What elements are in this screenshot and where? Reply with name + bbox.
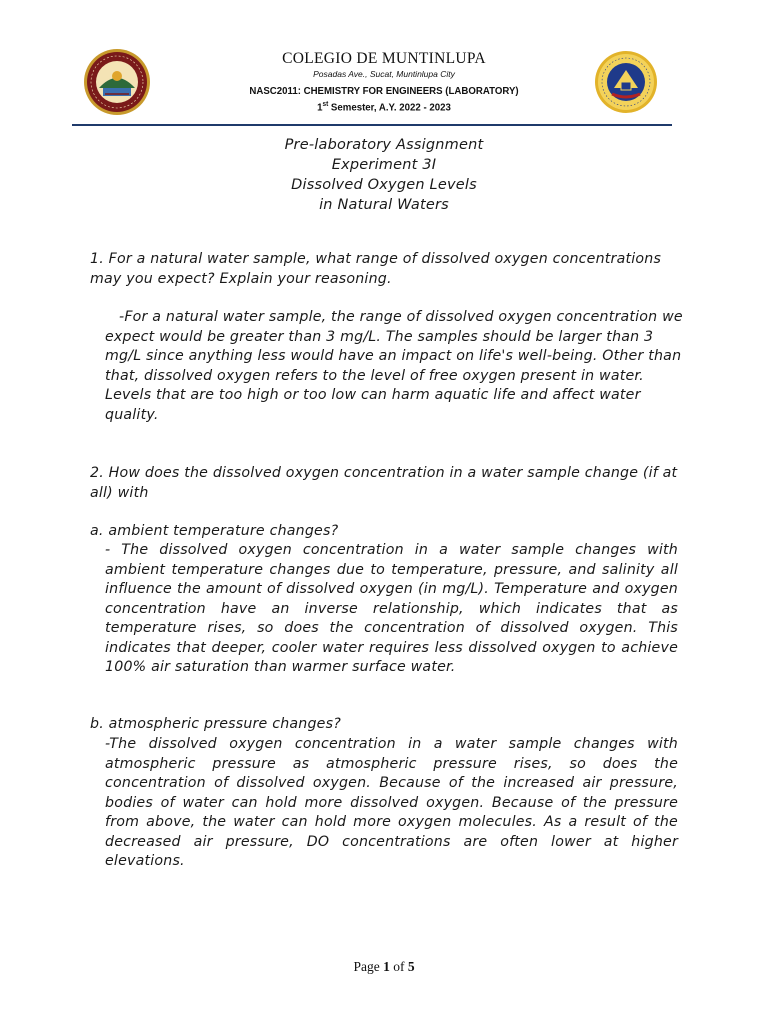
current-page: 1 [383,959,390,974]
answer-2a: - The dissolved oxygen concentration in a water sample changes with ambient temperature changes due to temperature, pressure, and salinity all influence the amount of dissolved oxygen (in mg/L). Temperature and oxygen concentration have an inverse relationship, which indicates that as temperature rises, so does the concentration of dissolved oxygen. This indicates that deeper, cooler water requires less dissolved oxygen to achieve 100% air saturation than warmer surface water. [105,542,678,675]
answer-1-text: -For a natural water sample, the range of dissolved oxygen concentration we expect would be greater than 3 mg/L. The samples should be larger than 3 mg/L since anything less would have an impact on life's well-being. Other than that, dissolved oxygen refers to the level of free oxygen present in water. Levels that are too high or too low can harm aquatic life and affect water quality. [105,309,683,423]
question-1: 1. For a natural water sample, what range of dissolved oxygen concentrations may you expect? Explain your reasoning. [90,251,662,287]
college-name: COLEGIO DE MUNTINLUPA [282,50,486,67]
question-2: 2. How does the dissolved oxygen concentration in a water sample change (if at all) with [90,465,678,501]
page-number [0,959,768,975]
of-word: of [389,959,408,974]
assignment-title [0,135,768,215]
question-2a-label: a. ambient temperature changes? [90,523,339,539]
semester-line [31,101,738,114]
question-2b-label: b. atmospheric pressure changes? [90,716,341,732]
title-line-3: Dissolved Oxygen Levels [291,177,477,193]
semester-suffix: st [322,101,329,108]
answer-2b: -The dissolved oxygen concentration in a water sample changes with atmospheric pressure as atmospheric pressure rises, so does the concentration of dissolved oxygen. Because of the increased air pressure, bodies of water can hold more dissolved oxygen. Because of the pressure from above, the water can hold more oxygen molecules. As a result of the decreased air pressure, DO concentrations are often lower at higher elevations. [105,736,678,869]
title-line-4: in Natural Waters [319,197,449,213]
page-word: Page [353,959,384,974]
title-line-1: Pre-laboratory Assignment [284,137,484,153]
header-divider [72,124,672,126]
title-line-2: Experiment 3I [331,157,437,173]
total-pages: 5 [407,959,415,974]
semester-rest: Semester, A.Y. 2022 - 2023 [328,101,451,114]
course-title: NASC2011: CHEMISTRY FOR ENGINEERS (LABORATORY) [249,85,519,97]
semester-ordinal: 1 [317,101,323,114]
college-address: Posadas Ave., Sucat, Muntinlupa City [313,69,455,79]
answer-1 [105,308,690,425]
